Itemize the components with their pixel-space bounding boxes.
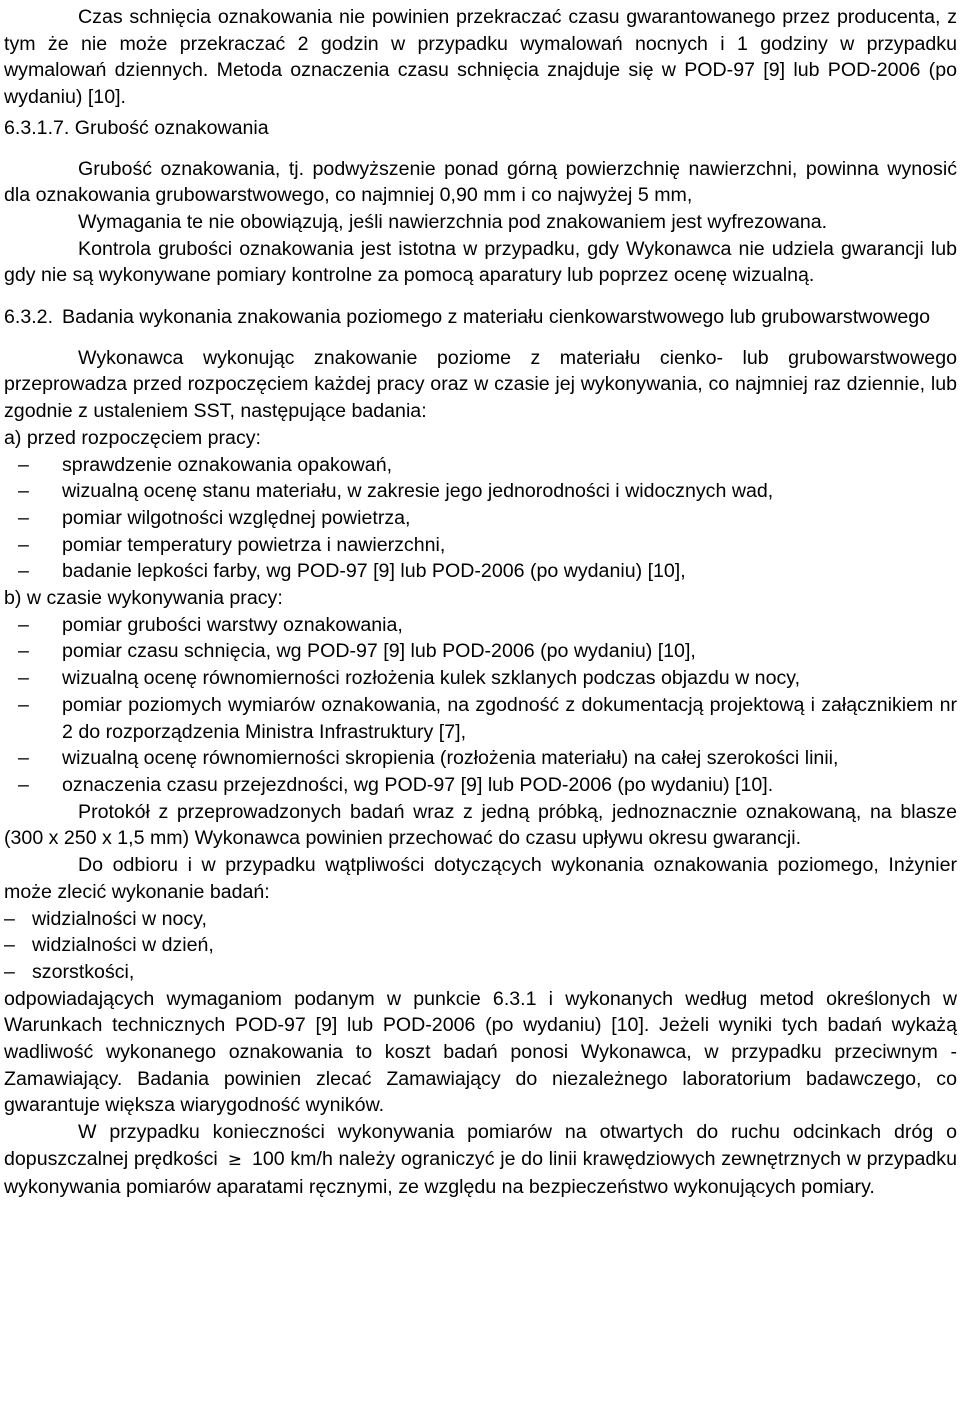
section-heading-6-3-1-7: 6.3.1.7. Grubość oznakowania — [4, 116, 269, 139]
paragraph-test-requirements: odpowiadających wymaganiom podanym w punkcie 6.3.1 i wykonanych według metod określonych w Warunkach technicznych POD-97 [9] lub POD-2006 (po wydaniu) [10]. Jeżeli wyniki tych badań wykażą wadliwość wykonanego oznakowania to koszt badań ponosi Wykonawca, w przypadku przeciwnym - Zamawiający. Badania powinien zlecać Zamawiający do niezależnego laboratorium badawczego, co gwarantuje większa wiarygodność wyników. — [4, 987, 957, 1117]
list-item: – pomiar temperatury powietrza i nawierzchni, — [4, 532, 957, 559]
paragraph-acceptance: Do odbioru i w przypadku wątpliwości dotyczących wykonania oznakowania poziomego, Inżynier może zlecić wykonanie badań: — [4, 854, 957, 903]
list-item: – wizualną ocenę stanu materiału, w zakresie jego jednorodności i widocznych wad, — [4, 478, 957, 505]
section-title: Badania wykonania znakowania poziomego z materiału cienkowarstwowego lub grubowarstwowego — [62, 306, 931, 329]
list-item: – wizualną ocenę równomierności skropienia (rozłożenia materiału) na całej szerokości linii, — [4, 745, 957, 772]
list-item: – wizualną ocenę równomierności rozłożenia kulek szklanych podczas objazdu w nocy, — [4, 665, 957, 692]
dash-bullet: – — [4, 960, 15, 983]
paragraph-thickness: Grubość oznakowania, tj. podwyższenie ponad górną powierzchnię nawierzchni, powinna wynosić dla oznakowania grubowarstwowego, co najmniej 0,90 mm i co najwyżej 5 mm, — [4, 157, 957, 207]
paragraph-thickness-control: Kontrola grubości oznakowania jest istotna w przypadku, gdy Wykonawca nie udziela gwarancji lub gdy nie są wykonywane pomiary kontrolne za pomocą aparatury lub poprzez ocenę wizualną. — [4, 237, 957, 287]
paragraph-open-road-measurements — [4, 1119, 957, 1200]
list-item: – badanie lepkości farby, wg POD-97 [9] lub POD-2006 (po wydaniu) [10], — [4, 558, 957, 585]
dash-bullet: – — [18, 747, 29, 770]
dash-bullet: – — [18, 533, 29, 556]
dash-bullet: – — [18, 506, 29, 529]
paragraph-tests-intro: Wykonawca wykonując znakowanie poziome z materiału cienko- lub grubowarstwowego przeprowadza przed rozpoczęciem każdej pracy oraz w czasie jej wykonywania, co najmniej raz dziennie, lub zgodnie z ustaleniem SST, następujące badania: — [4, 346, 957, 423]
text-part: 100 km/h należy ograniczyć je do linii krawędziowych zewnętrznych w przypadku wykonywania pomiarów aparatami ręcznymi, ze względu na bezpieczeństwo wykonujących pomiary. — [4, 1147, 957, 1198]
list-before-work — [4, 452, 957, 586]
list-item: – szorstkości, — [4, 959, 957, 986]
list-label-before-work: a) przed rozpoczęciem pracy: — [4, 426, 261, 449]
dash-bullet: – — [18, 560, 29, 583]
greater-or-equal-symbol: ≥ — [227, 1149, 242, 1170]
paragraph-protocol: Protokół z przeprowadzonych badań wraz z jedną próbką, jednoznacznie oznakowaną, na blasze (300 x 250 x 1,5 mm) Wykonawca powinien przechować do czasu upływu okresu gwarancji. — [4, 800, 957, 850]
section-number: 6.3.2. — [4, 306, 54, 329]
text-part: W przypadku konieczności wykonywania pomiarów na otwartych do ruchu odcinkach dróg o dopuszczalnej prędkości — [4, 1121, 957, 1170]
dash-bullet: – — [18, 693, 29, 716]
list-acceptance-tests — [4, 906, 957, 986]
list-item: – pomiar poziomych wymiarów oznakowania, na zgodność z dokumentacją projektową i załącznikiem nr 2 do rozporządzenia Ministra Infrastruktury [7], — [4, 692, 957, 745]
list-item: – pomiar grubości warstwy oznakowania, — [4, 612, 957, 639]
dash-bullet: – — [18, 640, 29, 663]
dash-bullet: – — [18, 613, 29, 636]
list-item: – widzialności w nocy, — [4, 906, 957, 933]
list-item: – pomiar czasu schnięcia, wg POD-97 [9] lub POD-2006 (po wydaniu) [10], — [4, 638, 957, 665]
list-label-during-work: b) w czasie wykonywania pracy: — [4, 587, 283, 610]
list-item: – oznaczenia czasu przejezdności, wg POD-97 [9] lub POD-2006 (po wydaniu) [10]. — [4, 772, 957, 799]
list-item: – widzialności w dzień, — [4, 932, 957, 959]
section-heading-6-3-2 — [4, 304, 957, 331]
dash-bullet: – — [4, 907, 15, 930]
list-item: – pomiar wilgotności względnej powietrza, — [4, 505, 957, 532]
dash-bullet: – — [18, 773, 29, 796]
dash-bullet: – — [4, 934, 15, 957]
list-item: – sprawdzenie oznakowania opakowań, — [4, 452, 957, 479]
paragraph-requirements-exception: Wymagania te nie obowiązują, jeśli nawierzchnia pod znakowaniem jest wyfrezowana. — [78, 210, 828, 233]
paragraph-drying-time: Czas schnięcia oznakowania nie powinien przekraczać czasu gwarantowanego przez producenta, z tym że nie może przekraczać 2 godzin w przypadku wymalowań nocnych i 1 godziny w przypadku wymalowań dziennych. Metoda oznaczenia czasu schnięcia znajduje się w POD-97 [9] lub POD-2006 (po wydaniu) [10]. — [4, 6, 957, 109]
list-during-work — [4, 612, 957, 799]
dash-bullet: – — [18, 667, 29, 690]
dash-bullet: – — [18, 453, 29, 476]
dash-bullet: – — [18, 480, 29, 503]
document-page — [4, 4, 957, 1200]
